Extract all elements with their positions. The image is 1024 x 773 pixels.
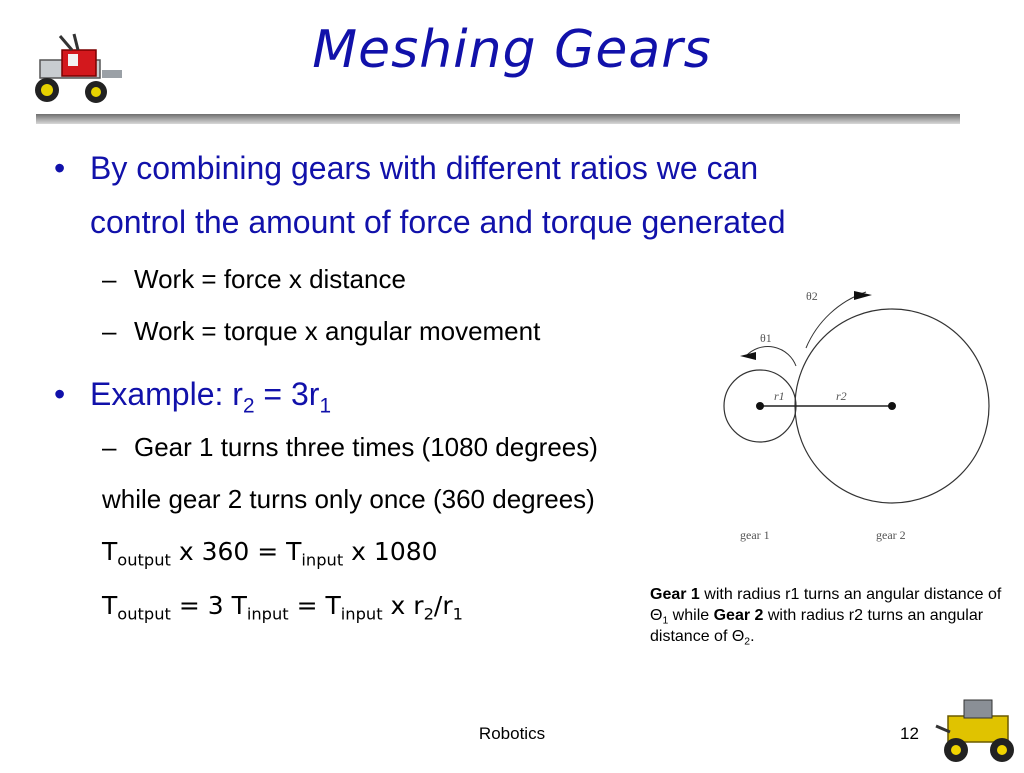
bullet-text-line1: By combining gears with different ratios we can <box>90 150 759 186</box>
meshing-gears-diagram <box>716 278 1016 548</box>
gear2-label: gear 2 <box>876 528 906 542</box>
slide-number: 12 <box>900 724 919 743</box>
continuation-gear2-turns: while gear 2 turns only once (360 degrees) <box>102 484 595 514</box>
r2-label: r2 <box>836 389 847 403</box>
diagram-caption: Gear 1 with radius r1 turns an angular distance of $\Theta_1$ while Gear 2 with radius r2 turns an angular distance of $\Theta_2$. <box>650 586 1002 648</box>
robot-logo-bottom-right <box>926 686 1024 768</box>
subitem-work-force: – Work = force x distance <box>102 264 406 294</box>
gear1-label: gear 1 <box>740 528 770 542</box>
theta2-arrow <box>854 291 872 300</box>
r1-label: r1 <box>774 389 785 403</box>
theta1-label: θ1 <box>760 331 772 345</box>
bullet-example: • Example: $r_2 = 3r_1$ <box>90 370 331 418</box>
theta1-arrow <box>740 352 756 360</box>
bullet-text-line2: control the amount of force and torque generated <box>90 204 786 240</box>
slide-title: Meshing Gears <box>312 20 712 80</box>
equation-torque-1: $T_{output}$ x $360 = T_{input}$ x 1080 <box>102 537 438 570</box>
equation-torque-2: $T_{output} = 3$ $T_{input} = T_{input}$ x $r_2/r_1$ <box>102 591 463 624</box>
subitem-gear1-turns: – Gear 1 turns three times (1080 degrees) <box>102 432 598 462</box>
footer-course-name: Robotics <box>478 724 546 743</box>
bullet-combining-gears <box>54 144 759 192</box>
bullet-combining-gears-line2 <box>90 198 786 246</box>
title-divider <box>36 114 960 124</box>
bullet-dot: • <box>54 376 66 412</box>
theta2-label: θ2 <box>806 289 818 303</box>
subitem-work-torque: – Work = torque x angular movement <box>102 316 541 346</box>
bullet-dot: • <box>54 150 66 186</box>
